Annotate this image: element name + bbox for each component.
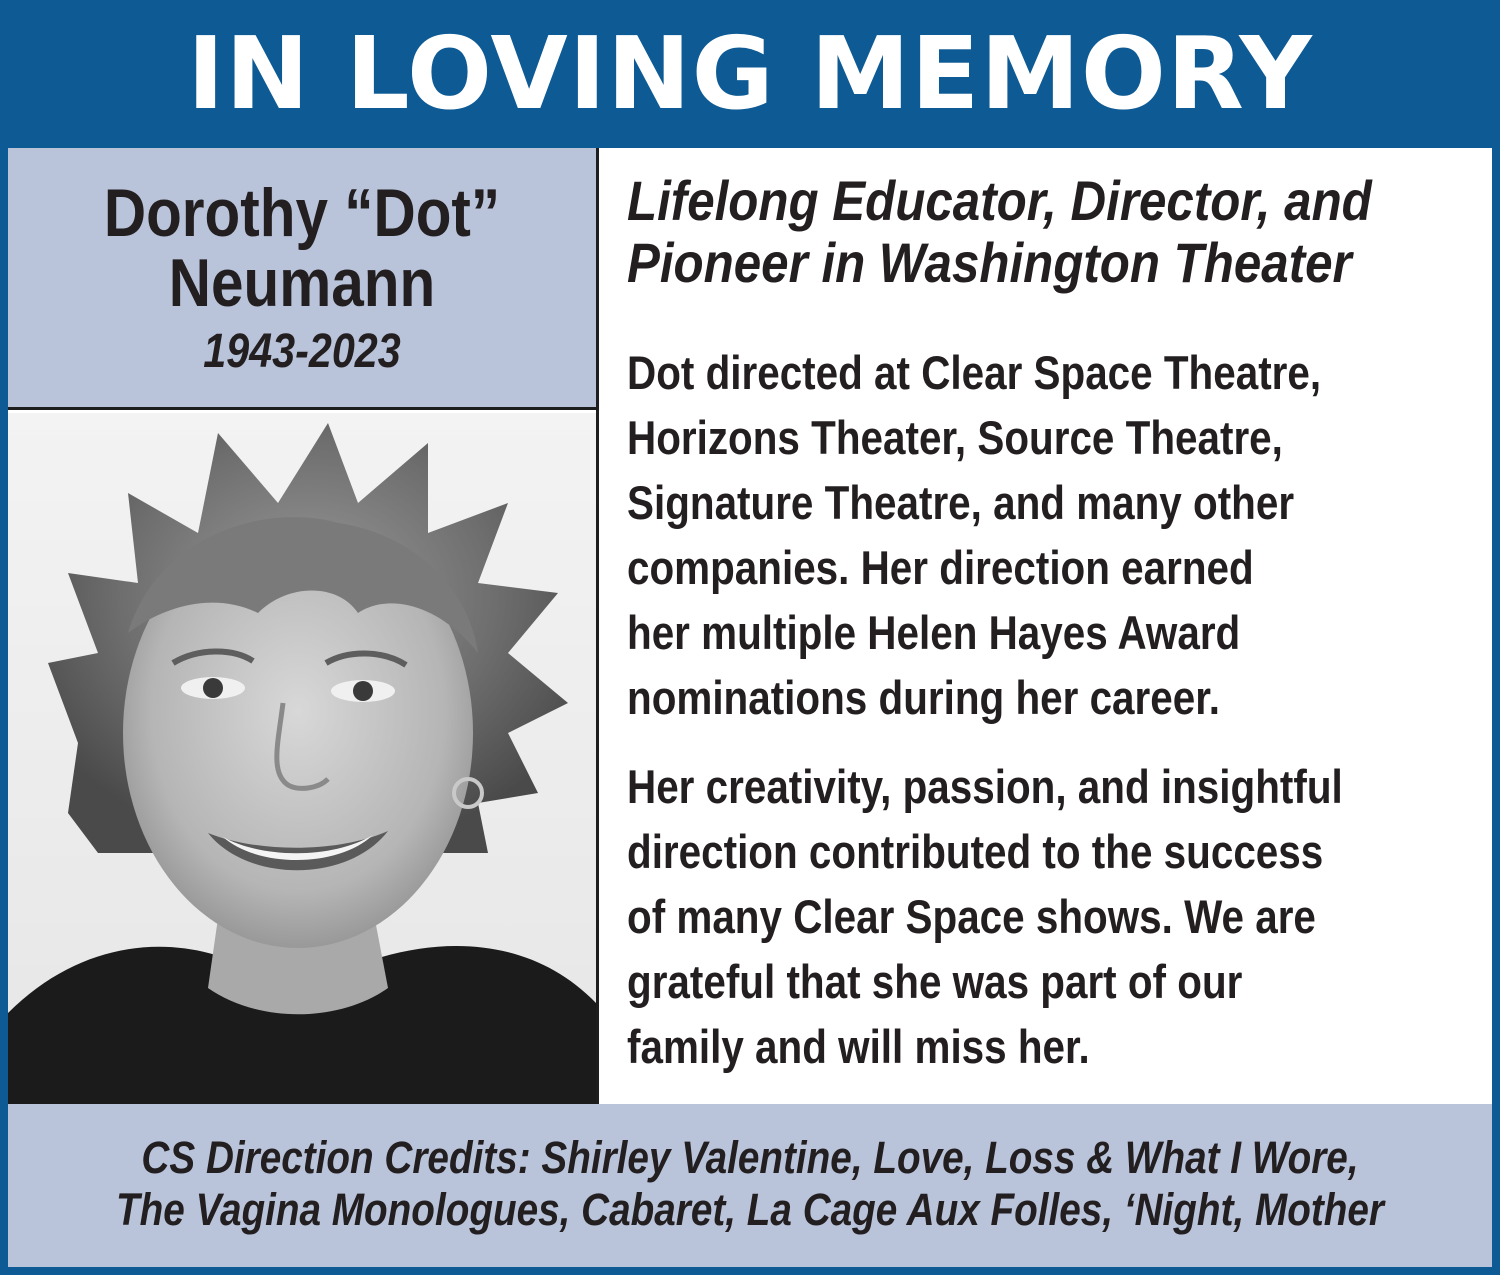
content-panel <box>8 148 1492 1267</box>
tagline-line-1: Lifelong Educator, Director, and <box>627 169 1372 232</box>
credits-line-1: CS Direction Credits: Shirley Valentine, Love, Loss & What I Wore, <box>141 1132 1359 1183</box>
header-banner <box>0 0 1500 148</box>
paragraph-2 <box>627 754 1418 1079</box>
tagline-line-2: Pioneer in Washington Theater <box>627 231 1352 294</box>
left-column <box>8 148 599 1104</box>
credits-footer <box>8 1104 1492 1267</box>
paragraph-2-line: family and will miss her. <box>627 1020 1090 1073</box>
name-line-2: Neumann <box>168 245 436 321</box>
name-line-1: Dorothy “Dot” <box>103 175 501 251</box>
portrait-illustration <box>8 413 596 1104</box>
header-title: IN LOVING MEMORY <box>187 15 1313 132</box>
right-column <box>599 148 1492 1104</box>
paragraph-2-line: Her creativity, passion, and insightful <box>627 760 1343 813</box>
paragraph-2-line: direction contributed to the success <box>627 825 1324 878</box>
lifespan-years: 1943-2023 <box>203 325 401 378</box>
paragraph-1-line: her multiple Helen Hayes Award <box>627 606 1241 659</box>
paragraph-2-line: grateful that she was part of our <box>627 955 1243 1008</box>
paragraph-1 <box>627 340 1418 730</box>
name-box <box>8 148 596 410</box>
paragraph-1-line: Horizons Theater, Source Theatre, <box>627 411 1283 464</box>
paragraph-1-line: companies. Her direction earned <box>627 541 1254 594</box>
portrait-photo <box>8 413 596 1104</box>
paragraph-1-line: Signature Theatre, and many other <box>627 476 1295 529</box>
credits-line-2: The Vagina Monologues, Cabaret, La Cage Aux Folles, ‘Night, Mother <box>116 1184 1384 1235</box>
paragraph-2-line: of many Clear Space shows. We are <box>627 890 1316 943</box>
paragraph-1-line: Dot directed at Clear Space Theatre, <box>627 346 1322 399</box>
paragraph-1-line: nominations during her career. <box>627 671 1220 724</box>
